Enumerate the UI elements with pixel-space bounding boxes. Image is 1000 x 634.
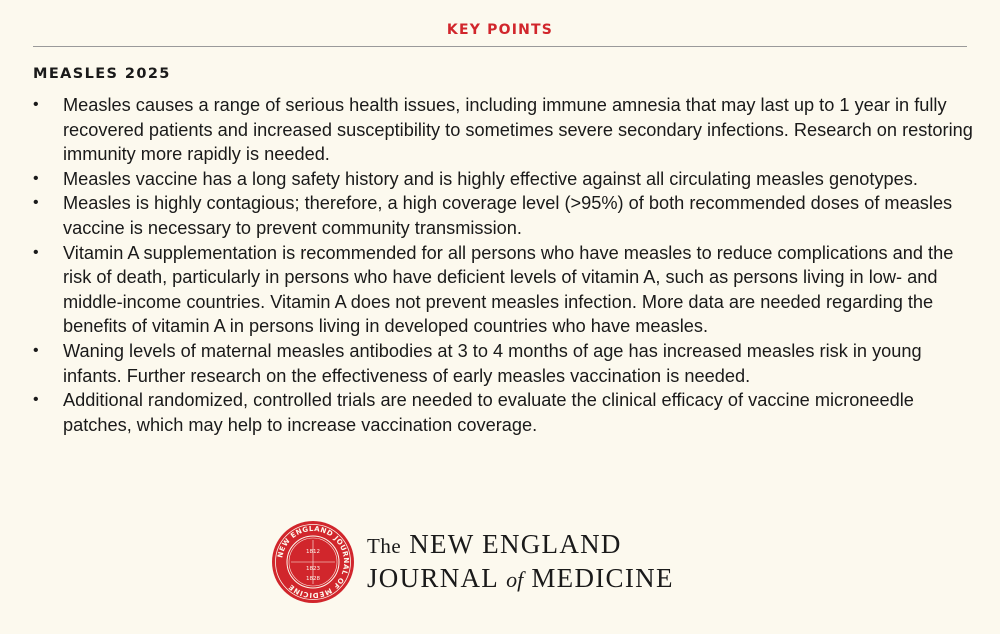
seal-ring-text: NEW ENGLAND JOURNAL OF MEDICINE <box>276 524 351 600</box>
bullet-icon: • <box>33 391 39 409</box>
bullet-text: Measles vaccine has a long safety history and is highly effective against all circulating measles genotypes. <box>63 168 918 189</box>
header-divider <box>33 46 967 47</box>
masthead-new-england: NEW ENGLAND <box>409 529 622 559</box>
bullet-icon: • <box>33 243 39 261</box>
list-item <box>33 339 978 388</box>
list-item <box>33 191 978 240</box>
bullet-icon: • <box>33 169 39 187</box>
bullet-icon: • <box>33 341 39 359</box>
masthead-of: of <box>506 567 524 592</box>
bullet-text: Additional randomized, controlled trials are needed to evaluate the clinical efficacy of vaccine microneedle patches, which may help to increase vaccination coverage. <box>63 390 914 435</box>
bullet-text: Vitamin A supplementation is recommended for all persons who have measles to reduce complications and the risk of death, particularly in persons who have deficient levels of vitamin A, such as persons living in low- and middle-income countries. Vitamin A does not prevent measles infection. More data are needed regarding the benefits of vitamin A in persons living in developed countries who have measles. <box>63 242 954 337</box>
seal-year-bottom: 1828 <box>306 576 320 582</box>
list-item <box>33 388 978 437</box>
list-item <box>33 167 978 192</box>
bullet-text: Waning levels of maternal measles antibodies at 3 to 4 months of age has increased measles risk in young infants. Further research on the effectiveness of early measles vaccination is needed. <box>63 340 922 386</box>
key-points-heading: KEY POINTS <box>446 22 554 38</box>
masthead-journal: JOURNAL <box>367 563 499 593</box>
masthead-line-2 <box>367 562 674 596</box>
masthead-medicine: MEDICINE <box>531 563 674 593</box>
bullet-icon: • <box>33 96 39 113</box>
list-item <box>33 93 978 167</box>
bullet-text: Measles causes a range of serious health issues, including immune amnesia that may last up to 1 year in fully recovered patients and increased susceptibility to sometimes severe secondary infections. Research on restoring immunity more rapidly is needed. <box>63 95 973 165</box>
masthead-line-1 <box>367 528 674 562</box>
list-item <box>33 241 978 339</box>
bullet-icon: • <box>33 194 39 212</box>
journal-seal-icon <box>271 520 355 604</box>
seal-year-top: 1812 <box>306 549 320 555</box>
seal-year-mid: 1823 <box>306 566 320 572</box>
masthead-the: The <box>367 534 402 558</box>
journal-masthead <box>367 528 674 596</box>
bullet-text: Measles is highly contagious; therefore, a high coverage level (>95%) of both recommended doses of measles vaccine is necessary to prevent community transmission. <box>63 193 953 238</box>
journal-logo <box>271 520 674 604</box>
section-title: MEASLES 2025 <box>33 66 171 82</box>
key-points-list <box>33 93 978 437</box>
